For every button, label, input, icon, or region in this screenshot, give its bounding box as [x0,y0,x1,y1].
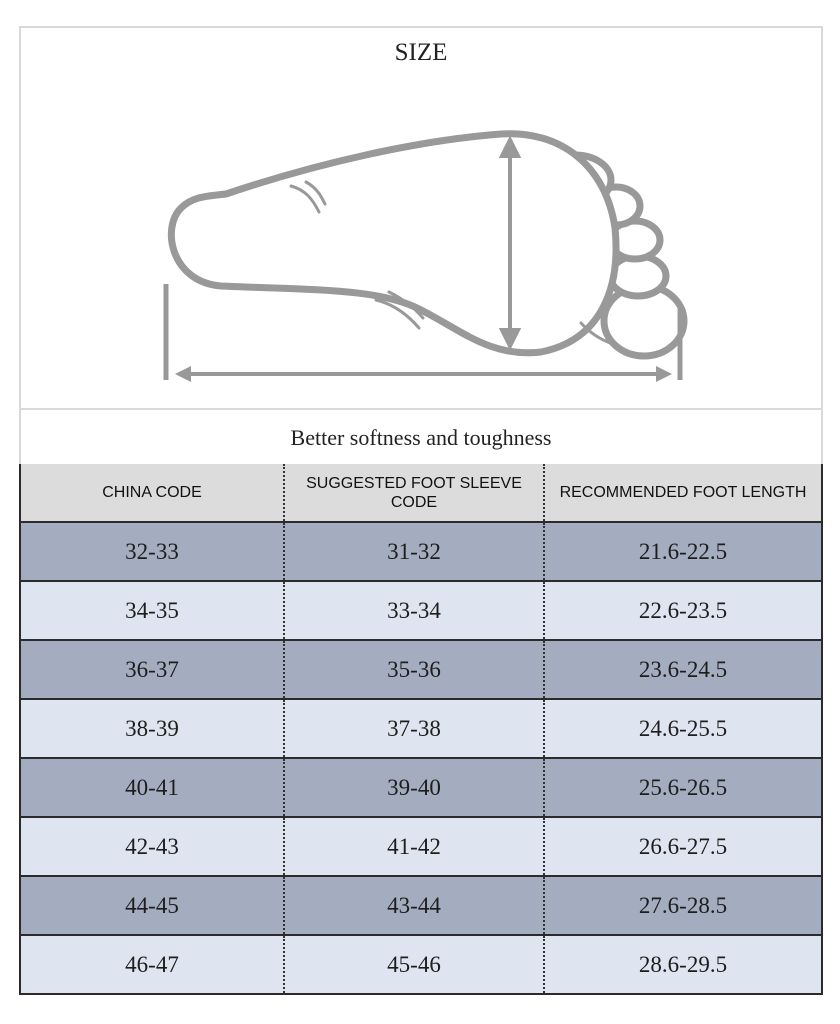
foot-sleeve-code-cell: 33-34 [284,581,544,640]
foot-diagram [19,78,823,408]
table-row [20,758,822,817]
foot-sleeve-code-cell: 37-38 [284,699,544,758]
caption-text: Better softness and toughness [290,425,552,450]
page-title [19,26,823,80]
table-row [20,699,822,758]
foot-length-cell: 28.6-29.5 [544,935,822,994]
column-header-china-code: CHINA CODE [20,464,284,522]
china-code-cell: 36-37 [20,640,284,699]
china-code-cell: 38-39 [20,699,284,758]
column-header-foot-length: RECOMMENDED FOOT LENGTH [544,464,822,522]
foot-length-cell: 27.6-28.5 [544,876,822,935]
caption [19,408,823,468]
china-code-cell: 46-47 [20,935,284,994]
table-row [20,817,822,876]
foot-sleeve-code-cell: 31-32 [284,522,544,581]
foot-sleeve-code-cell: 41-42 [284,817,544,876]
foot-sleeve-code-cell: 43-44 [284,876,544,935]
foot-sleeve-code-cell: 39-40 [284,758,544,817]
foot-length-cell: 21.6-22.5 [544,522,822,581]
foot-length-cell: 25.6-26.5 [544,758,822,817]
title-text: SIZE [394,39,448,66]
table-row [20,876,822,935]
foot-length-cell: 24.6-25.5 [544,699,822,758]
size-table [19,464,823,995]
china-code-cell: 40-41 [20,758,284,817]
table-header-row [20,464,822,522]
foot-length-cell: 23.6-24.5 [544,640,822,699]
foot-sleeve-code-cell: 35-36 [284,640,544,699]
china-code-cell: 34-35 [20,581,284,640]
foot-sleeve-code-cell: 45-46 [284,935,544,994]
foot-length-cell: 22.6-23.5 [544,581,822,640]
table-row [20,935,822,994]
table-row [20,522,822,581]
foot-outline-icon [21,78,821,408]
column-header-foot-sleeve-code: SUGGESTED FOOT SLEEVE CODE [284,464,544,522]
table-row [20,640,822,699]
china-code-cell: 42-43 [20,817,284,876]
foot-length-cell: 26.6-27.5 [544,817,822,876]
size-chart [19,26,821,990]
table-row [20,581,822,640]
china-code-cell: 32-33 [20,522,284,581]
china-code-cell: 44-45 [20,876,284,935]
